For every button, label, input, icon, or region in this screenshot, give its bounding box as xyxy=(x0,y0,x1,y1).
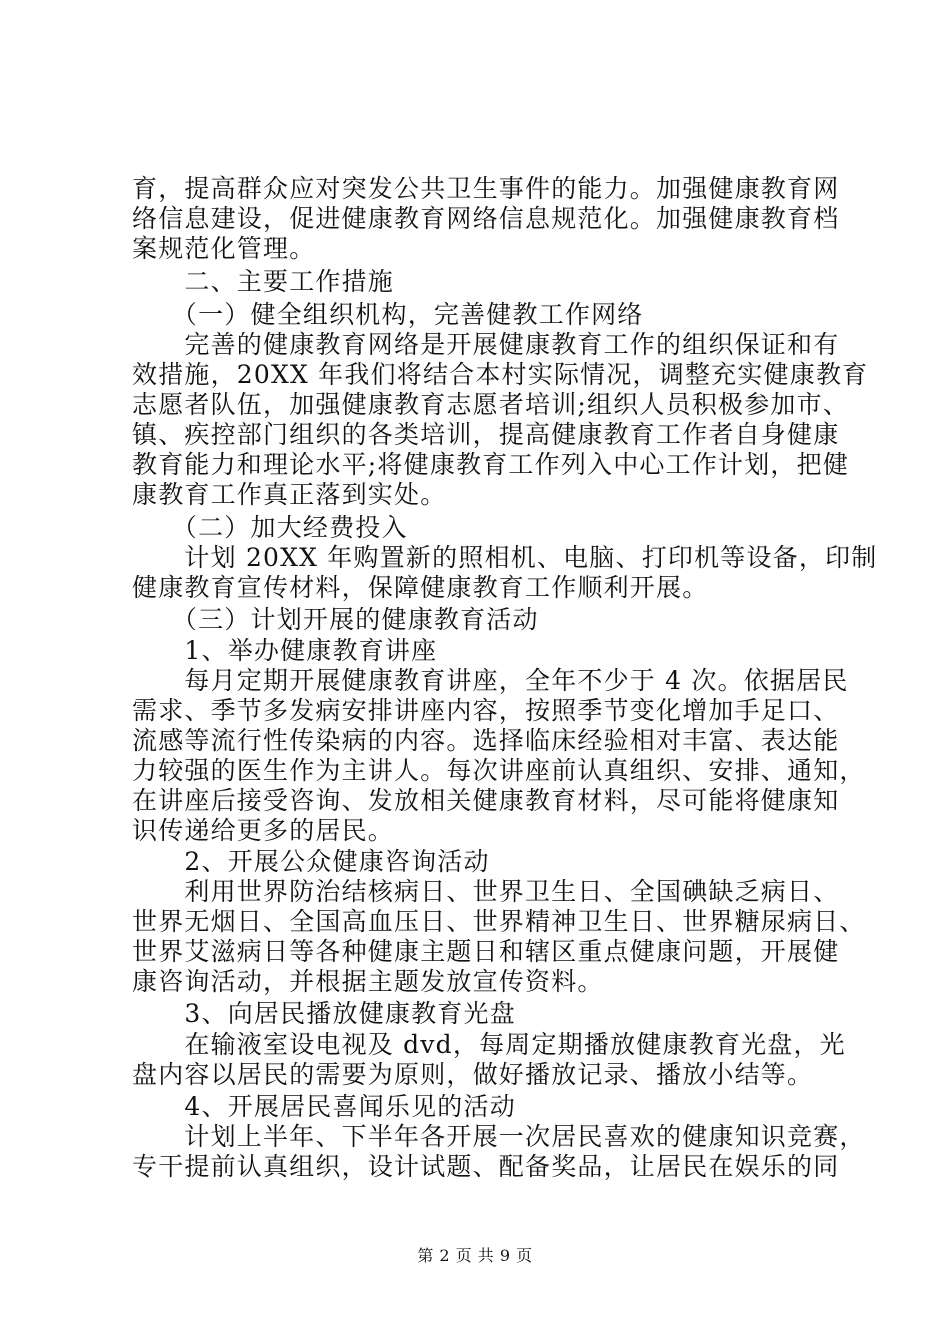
text-line: 利用世界防治结核病日、世界卫生日、全国碘缺乏病日、 xyxy=(132,877,840,906)
text-line: 世界艾滋病日等各种健康主题日和辖区重点健康问题，开展健 xyxy=(132,937,840,966)
page-number-footer: 第 2 页 共 9 页 xyxy=(417,1246,533,1265)
subsection-heading: （二）加大经费投入 xyxy=(132,513,408,542)
text-line: 志愿者队伍，加强健康教育志愿者培训;组织人员积极参加市、 xyxy=(132,390,850,419)
subsection-heading: （三）计划开展的健康教育活动 xyxy=(132,605,539,634)
text-line: 镇、疾控部门组织的各类培训，提高健康教育工作者自身健康 xyxy=(132,420,840,449)
text-line: 计划 20XX 年购置新的照相机、电脑、打印机等设备，印制 xyxy=(132,543,878,572)
text-line: 流感等流行性传染病的内容。选择临床经验相对丰富、表达能 xyxy=(132,726,840,755)
text-line: 盘内容以居民的需要为原则，做好播放记录、播放小结等。 xyxy=(132,1060,814,1089)
item-heading: 3、向居民播放健康教育光盘 xyxy=(132,999,516,1028)
text-line: 络信息建设，促进健康教育网络信息规范化。加强健康教育档 xyxy=(132,204,840,233)
text-line: 在输液室设电视及 dvd，每周定期播放健康教育光盘，光 xyxy=(132,1030,846,1059)
text-line: 计划上半年、下半年各开展一次居民喜欢的健康知识竞赛， xyxy=(132,1122,866,1151)
text-line: 康咨询活动，并根据主题发放宣传资料。 xyxy=(132,967,604,996)
item-heading: 2、开展公众健康咨询活动 xyxy=(132,847,490,876)
text-line: 力较强的医生作为主讲人。每次讲座前认真组织、安排、通知， xyxy=(132,756,866,785)
text-line: 专干提前认真组织，设计试题、配备奖品，让居民在娱乐的同 xyxy=(132,1152,840,1181)
text-line: 需求、季节多发病安排讲座内容，按照季节变化增加手足口、 xyxy=(132,696,840,725)
section-heading: 二、主要工作措施 xyxy=(132,267,395,296)
text-line: 育，提高群众应对突发公共卫生事件的能力。加强健康教育网 xyxy=(132,174,840,203)
item-heading: 1、举办健康教育讲座 xyxy=(132,636,438,665)
item-heading: 4、开展居民喜闻乐见的活动 xyxy=(132,1092,516,1121)
text-line: 效措施，20XX 年我们将结合本村实际情况，调整充实健康教育 xyxy=(132,360,869,389)
text-line: 在讲座后接受咨询、发放相关健康教育材料，尽可能将健康知 xyxy=(132,786,840,815)
text-line: 完善的健康教育网络是开展健康教育工作的组织保证和有 xyxy=(132,330,840,359)
text-line: 每月定期开展健康教育讲座，全年不少于 4 次。依据居民 xyxy=(132,666,849,695)
text-line: 康教育工作真正落到实处。 xyxy=(132,480,447,509)
text-line: 健康教育宣传材料，保障健康教育工作顺利开展。 xyxy=(132,573,709,602)
text-line: 教育能力和理论水平;将健康教育工作列入中心工作计划，把健 xyxy=(132,450,850,479)
text-line: 案规范化管理。 xyxy=(132,234,316,263)
subsection-heading: （一）健全组织机构，完善健教工作网络 xyxy=(132,300,644,329)
text-line: 世界无烟日、全国高血压日、世界精神卫生日、世界糖尿病日、 xyxy=(132,907,866,936)
text-line: 识传递给更多的居民。 xyxy=(132,816,395,845)
